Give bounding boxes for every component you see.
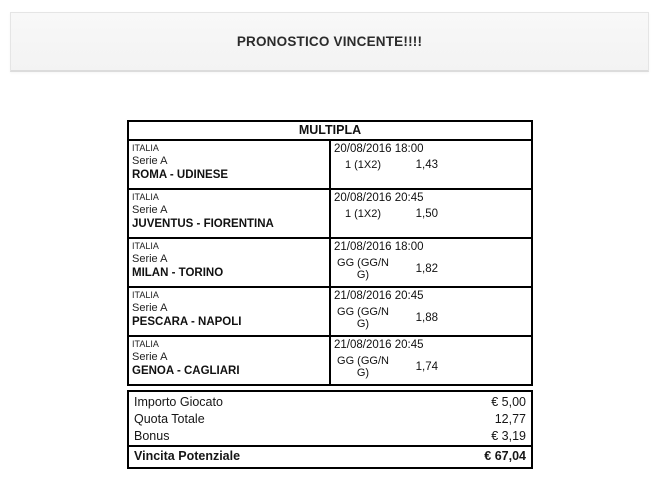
bet-match: GENOA - CAGLIARI [132, 365, 240, 377]
bet-league: Serie A [132, 302, 168, 314]
summary-value: 12,77 [494, 412, 526, 426]
bet-cell [330, 140, 532, 189]
bet-cell [330, 238, 532, 287]
bet-selection: 1 (1X2) [344, 159, 382, 171]
pick-row [334, 257, 529, 281]
bet-league: Serie A [132, 155, 168, 167]
bet-country: ITALIA [132, 192, 159, 202]
bet-country: ITALIA [132, 339, 159, 349]
bet-country: ITALIA [132, 241, 159, 251]
bet-datetime: 20/08/2016 20:45 [334, 192, 424, 204]
summary-table [127, 390, 533, 469]
banner-title: PRONOSTICO VINCENTE!!!! [236, 34, 423, 49]
bet-selection: GG (GG/NG) [337, 355, 389, 379]
match-cell [128, 287, 330, 336]
bet-odds: 1,88 [415, 312, 438, 324]
bet-datetime: 21/08/2016 20:45 [334, 290, 424, 302]
pick-row [334, 208, 529, 220]
summary-row [128, 411, 532, 428]
bet-selection: 1 (1X2) [344, 208, 382, 220]
summary-label: Bonus [134, 429, 170, 443]
coupon-table [127, 120, 533, 386]
pick-row [334, 159, 529, 171]
bet-league: Serie A [132, 204, 168, 216]
summary-label: Importo Giocato [134, 395, 223, 409]
bet-odds: 1,74 [415, 361, 438, 373]
match-cell [128, 238, 330, 287]
summary-row [128, 428, 532, 446]
bet-row [128, 287, 532, 336]
pick-row [334, 355, 529, 379]
bet-row [128, 238, 532, 287]
bet-league: Serie A [132, 351, 168, 363]
summary-label: Vincita Potenziale [128, 446, 407, 468]
bet-match: ROMA - UDINESE [132, 169, 229, 181]
bet-odds: 1,50 [415, 208, 438, 220]
summary-row [128, 391, 532, 411]
bet-datetime: 21/08/2016 18:00 [334, 241, 424, 253]
coupon-header-row [128, 121, 532, 140]
bet-league: Serie A [132, 253, 168, 265]
summary-label: Quota Totale [134, 412, 205, 426]
bet-match: PESCARA - NAPOLI [132, 316, 242, 328]
bet-datetime: 20/08/2016 18:00 [334, 143, 424, 155]
pick-row [334, 306, 529, 330]
bet-odds: 1,43 [415, 159, 438, 171]
bet-match: MILAN - TORINO [132, 267, 224, 279]
bet-match: JUVENTUS - FIORENTINA [132, 218, 274, 230]
summary-value: € 3,19 [491, 429, 526, 443]
summary-row [128, 446, 532, 468]
bet-row [128, 140, 532, 189]
bet-selection: GG (GG/NG) [337, 306, 389, 330]
bet-cell [330, 336, 532, 385]
bet-cell [330, 189, 532, 238]
bet-row [128, 189, 532, 238]
match-cell [128, 189, 330, 238]
bet-country: ITALIA [132, 290, 159, 300]
banner [10, 12, 649, 72]
summary-value: € 5,00 [491, 395, 526, 409]
bet-cell [330, 287, 532, 336]
summary-value: € 67,04 [407, 446, 532, 468]
bet-row [128, 336, 532, 385]
bet-datetime: 21/08/2016 20:45 [334, 339, 424, 351]
bet-odds: 1,82 [415, 263, 438, 275]
bet-selection: GG (GG/NG) [337, 257, 389, 281]
match-cell [128, 336, 330, 385]
bet-country: ITALIA [132, 143, 159, 153]
coupon-title: MULTIPLA [128, 121, 532, 140]
match-cell [128, 140, 330, 189]
